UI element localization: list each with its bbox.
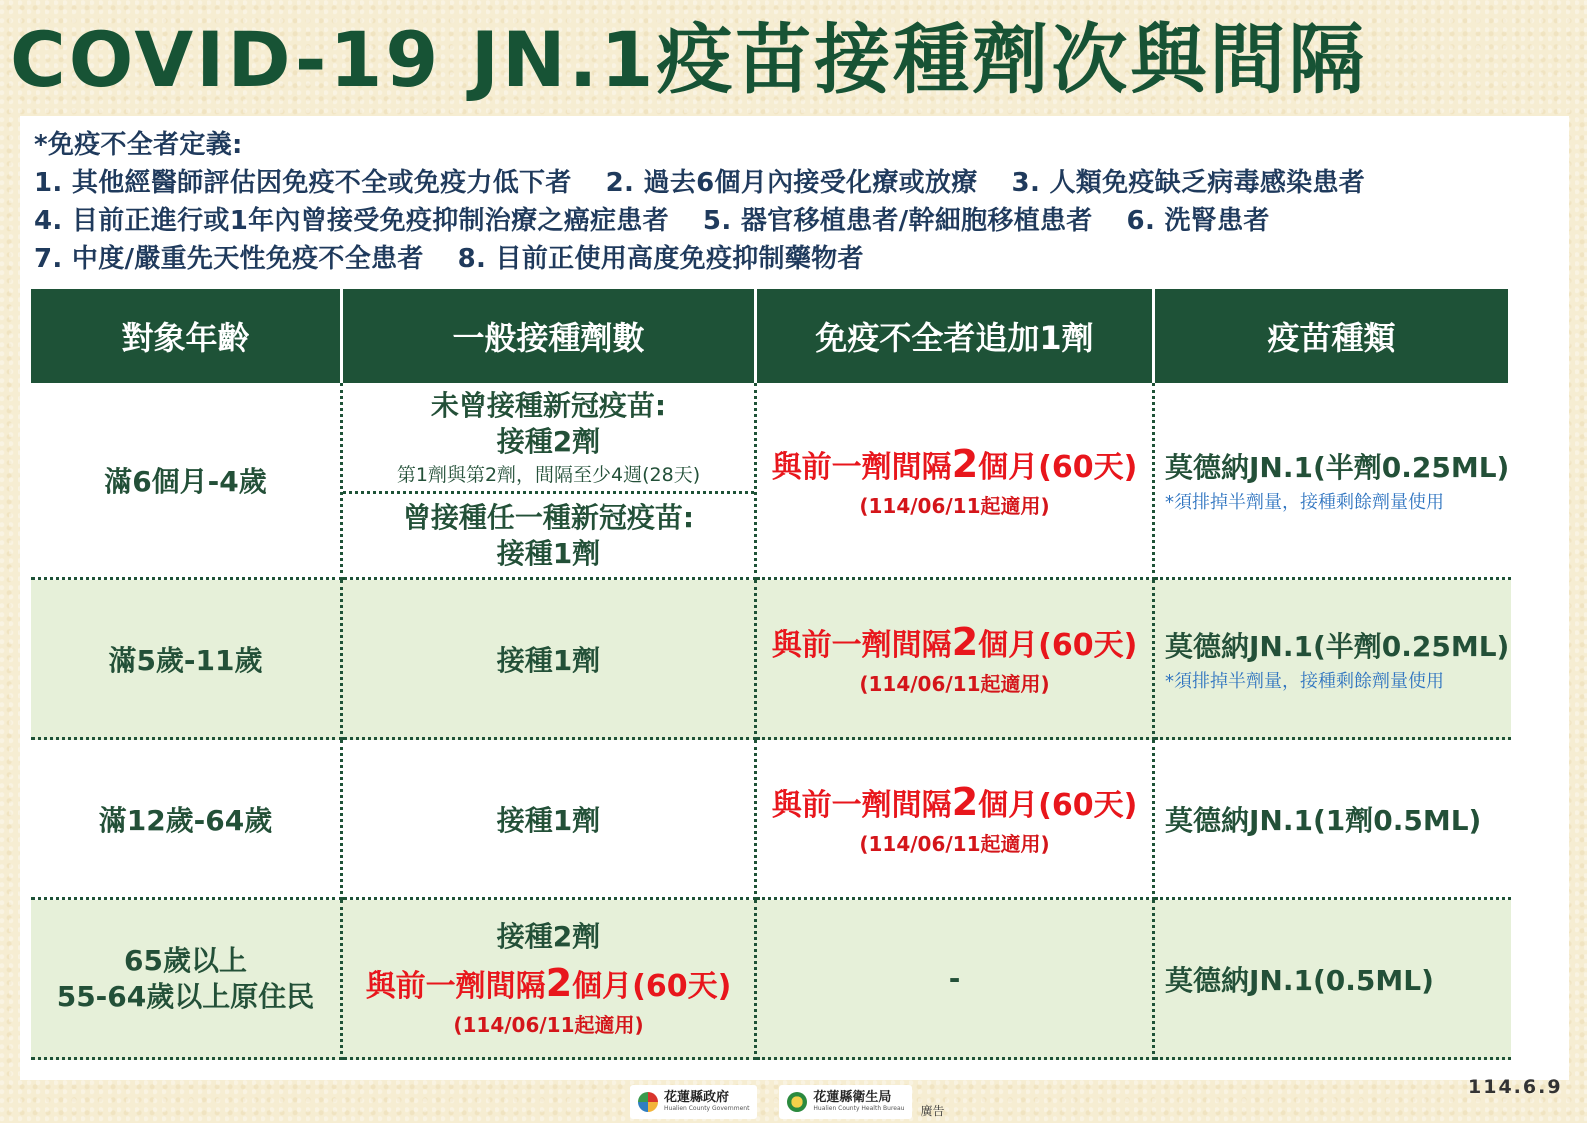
definition-item: 4. 目前正進行或1年內曾接受免疫抑制治療之癌症患者 [34, 206, 669, 236]
table-cell-booster [757, 580, 1155, 740]
header-general-doses: 一般接種劑數 [343, 289, 757, 383]
vaccine-name: 莫德納JN.1(半劑0.25ML) [1165, 629, 1510, 663]
age-label: 55-64歲以上原住民 [56, 979, 315, 1013]
vaccine-name: 莫德納JN.1(1劑0.5ML) [1165, 803, 1482, 837]
table-cell-vaccine [1155, 900, 1511, 1060]
table-cell-general [343, 740, 757, 900]
general-doses: 接種2劑 [496, 920, 601, 953]
general-heading: 曾接種任一種新冠疫苗: [402, 500, 695, 534]
general-interval: 與前一劑間隔2個月(60天) [365, 961, 732, 1005]
general-vaccinated [343, 494, 754, 577]
table-cell-general [343, 900, 757, 1060]
general-doses: 接種1劑 [496, 536, 601, 570]
definition-item: 5. 器官移植患者/幹細胞移植患者 [702, 206, 1093, 236]
general-note: 第1劑與第2劑，間隔至少4週(28天) [396, 463, 701, 486]
schedule-table [31, 289, 1511, 1060]
age-label: 滿12歲-64歲 [98, 803, 273, 837]
definition-item: 6. 洗腎患者 [1126, 206, 1270, 236]
table-cell-vaccine [1155, 383, 1511, 580]
definitions-line-1 [34, 164, 1564, 202]
definitions-line-3 [34, 240, 1564, 278]
general-doses: 接種2劑 [496, 424, 601, 458]
health-bureau-logo [779, 1085, 912, 1119]
definition-item: 2. 過去6個月內接受化療或放療 [605, 168, 978, 198]
vaccine-name: 莫德納JN.1(半劑0.25ML) [1165, 451, 1510, 484]
definitions-line-2 [34, 202, 1564, 240]
table-cell-vaccine [1155, 580, 1511, 740]
definition-item: 7. 中度/嚴重先天性免疫不全患者 [34, 244, 424, 274]
general-doses: 接種1劑 [496, 643, 601, 677]
government-emblem-icon [638, 1092, 658, 1112]
table-cell-general [343, 383, 757, 580]
booster-interval: 與前一劑間隔2個月(60天) [771, 441, 1138, 486]
definition-item: 8. 目前正使用高度免疫抑制藥物者 [457, 244, 864, 274]
footer-logos [630, 1084, 944, 1119]
vaccine-name: 莫德納JN.1(0.5ML) [1165, 963, 1434, 997]
table-cell-age [31, 900, 343, 1060]
definition-item: 3. 人類免疫缺乏病毒感染患者 [1011, 168, 1366, 198]
hualien-government-logo [630, 1085, 757, 1119]
age-label: 滿6個月-4歲 [104, 465, 267, 498]
definitions [34, 126, 1564, 278]
table-cell-booster [757, 383, 1155, 580]
table-cell-age [31, 383, 343, 580]
table-cell-booster [757, 900, 1155, 1060]
booster-effective-date: (114/06/11起適用) [859, 493, 1050, 518]
header-age: 對象年齡 [31, 289, 343, 383]
logo-subtitle: Hualien County Health Bureau [813, 1105, 905, 1112]
table-cell-age [31, 740, 343, 900]
logo-name: 花蓮縣政府 [664, 1090, 730, 1105]
general-effective-date: (114/06/11起適用) [453, 1013, 644, 1037]
table-cell-booster [757, 740, 1155, 900]
definitions-heading: *免疫不全者定義: [34, 130, 243, 160]
ad-label: 廣告 [920, 1104, 945, 1118]
page-title: COVID-19 JN.1疫苗接種劑次與間隔 [10, 15, 1368, 104]
general-doses: 接種1劑 [496, 803, 601, 837]
booster-effective-date: (114/06/11起適用) [859, 672, 1050, 696]
booster-interval: 與前一劑間隔2個月(60天) [771, 620, 1138, 664]
booster-effective-date: (114/06/11起適用) [859, 832, 1050, 856]
general-heading: 未曾接種新冠疫苗: [430, 388, 667, 422]
logo-name: 花蓮縣衛生局 [813, 1090, 892, 1105]
header-vaccine-type: 疫苗種類 [1155, 289, 1511, 383]
content-panel [20, 116, 1569, 1080]
age-label: 65歲以上 [124, 943, 247, 977]
vaccine-note: *須排掉半劑量，接種剩餘劑量使用 [1165, 670, 1444, 692]
table-cell-age [31, 580, 343, 740]
health-bureau-emblem-icon [787, 1092, 807, 1112]
vaccine-note: *須排掉半劑量，接種剩餘劑量使用 [1165, 492, 1444, 513]
age-label: 滿5歲-11歲 [108, 643, 263, 677]
definition-item: 1. 其他經醫師評估因免疫不全或免疫力低下者 [34, 168, 572, 198]
table-cell-general [343, 580, 757, 740]
booster-interval: 與前一劑間隔2個月(60天) [771, 780, 1138, 824]
general-unvaccinated [343, 383, 754, 494]
table-cell-vaccine [1155, 740, 1511, 900]
booster-none: - [948, 962, 961, 995]
publish-date: 114.6.9 [1468, 1076, 1563, 1098]
header-booster: 免疫不全者追加1劑 [757, 289, 1155, 383]
logo-subtitle: Hualien County Government [664, 1105, 750, 1112]
